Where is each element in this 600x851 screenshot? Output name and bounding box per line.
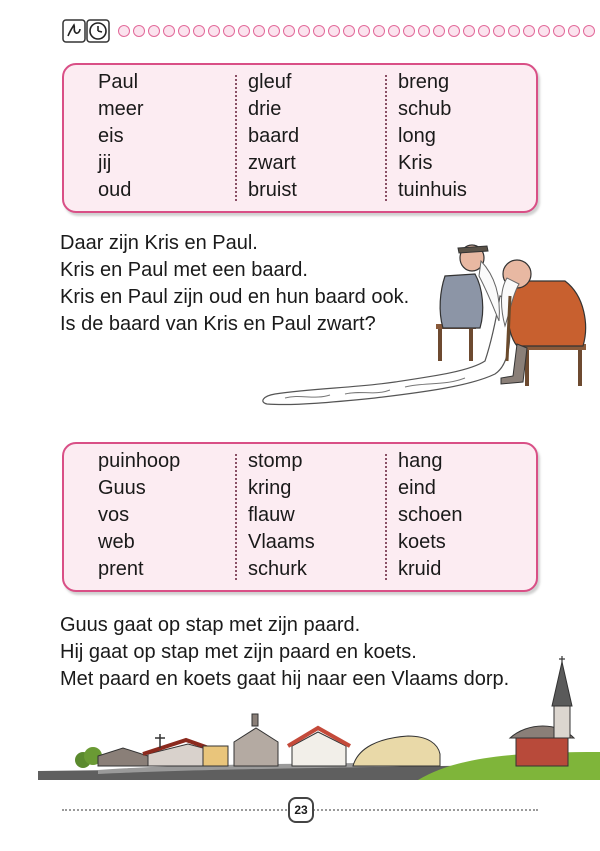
sentence: Hij gaat op stap met zijn paard en koets. (60, 641, 417, 663)
word: baard (248, 125, 300, 147)
header-dot (118, 25, 130, 37)
header-dot (553, 25, 565, 37)
header-dot (238, 25, 250, 37)
word: Paul (98, 71, 139, 93)
word: Kris (398, 152, 433, 174)
word-column-1 (86, 69, 226, 204)
header-dot (313, 25, 325, 37)
header-dot (328, 25, 340, 37)
header-dot (178, 25, 190, 37)
word-column-2 (236, 69, 376, 204)
word: meer (98, 98, 144, 120)
header-dot (343, 25, 355, 37)
header-dot (208, 25, 220, 37)
word: schurk (248, 558, 307, 580)
word: eind (398, 477, 436, 499)
header-dot (463, 25, 475, 37)
header-dot (583, 25, 595, 37)
word: bruist (248, 179, 297, 201)
header-dot (133, 25, 145, 37)
header-dot (508, 25, 520, 37)
word: prent (98, 558, 144, 580)
word-list-box-1 (62, 63, 538, 213)
word: schoen (398, 504, 463, 526)
header-dot (433, 25, 445, 37)
word: eis (98, 125, 124, 147)
header-dot (538, 25, 550, 37)
word: schub (398, 98, 452, 120)
word: zwart (248, 152, 296, 174)
word: vos (98, 504, 130, 526)
header-dot (253, 25, 265, 37)
word: jij (98, 152, 112, 174)
header-dot (193, 25, 205, 37)
village-illustration (38, 656, 600, 784)
word: koets (398, 531, 446, 553)
word-column-1 (86, 448, 226, 583)
word: breng (398, 71, 450, 93)
header-dot-row (118, 25, 543, 39)
word: tuinhuis (398, 179, 467, 201)
sentence: Kris en Paul met een baard. (60, 259, 308, 281)
header-dot (148, 25, 160, 37)
sentence: Guus gaat op stap met zijn paard. (60, 614, 361, 636)
word: stomp (248, 450, 303, 472)
header-dot (268, 25, 280, 37)
sentence: Daar zijn Kris en Paul. (60, 232, 258, 254)
word: drie (248, 98, 282, 120)
word-list-box-2 (62, 442, 538, 592)
word: long (398, 125, 436, 147)
word: gleuf (248, 71, 292, 93)
word-column-3 (386, 69, 526, 204)
header-dot (568, 25, 580, 37)
sentence: Met paard en koets gaat hij naar een Vlaams dorp. (60, 668, 510, 690)
word: kring (248, 477, 292, 499)
sentence: Kris en Paul zijn oud en hun baard ook. (60, 286, 410, 308)
word-column-3 (386, 448, 526, 583)
word: oud (98, 179, 132, 201)
old-men-beard-illustration (255, 236, 595, 411)
word: puinhoop (98, 450, 181, 472)
header-dot (478, 25, 490, 37)
word: hang (398, 450, 443, 472)
header-dot (223, 25, 235, 37)
header-dot (403, 25, 415, 37)
word: flauw (248, 504, 295, 526)
header-dot (373, 25, 385, 37)
word: Vlaams (248, 531, 315, 553)
header-dot (358, 25, 370, 37)
page-number: 23 (288, 797, 314, 823)
word: kruid (398, 558, 442, 580)
header-dot (163, 25, 175, 37)
word: Guus (98, 477, 146, 499)
sentence: Is de baard van Kris en Paul zwart? (60, 313, 376, 335)
header-dot (493, 25, 505, 37)
word-column-2 (236, 448, 376, 583)
header-dot (418, 25, 430, 37)
header-icons (62, 19, 110, 43)
word: web (98, 531, 135, 553)
header-dot (523, 25, 535, 37)
header-dot (388, 25, 400, 37)
header-dot (298, 25, 310, 37)
header-dot (448, 25, 460, 37)
header-dot (283, 25, 295, 37)
